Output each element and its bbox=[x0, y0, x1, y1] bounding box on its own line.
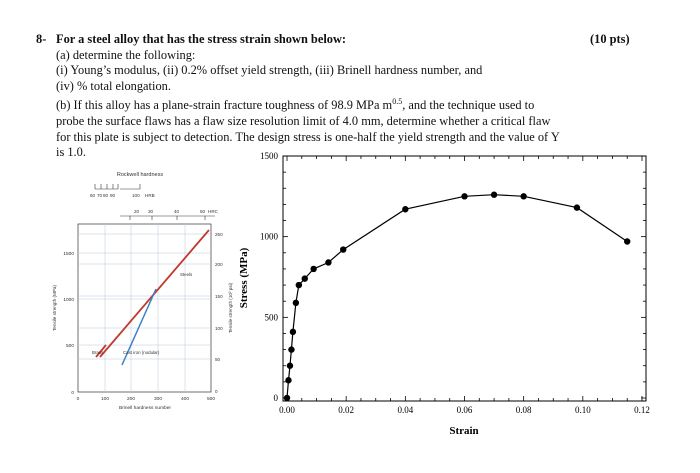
x-tick-label-5: 0.10 bbox=[574, 405, 591, 415]
right-y-tick-50: 50 bbox=[215, 357, 221, 362]
stress-strain-curve bbox=[287, 195, 627, 398]
stress-strain-plot-frame bbox=[283, 156, 646, 401]
stress-strain-tick-labels bbox=[260, 151, 650, 415]
hrb-tick-100: 100 bbox=[132, 193, 140, 198]
data-point bbox=[287, 363, 293, 369]
hrb-tick-60: 60 bbox=[90, 193, 96, 198]
left-y-tick-1500: 1500 bbox=[63, 252, 74, 257]
hrc-tick-40: 40 bbox=[174, 209, 180, 214]
hrc-tick-20: 20 bbox=[134, 209, 140, 214]
x-tick-label-2: 0.04 bbox=[397, 405, 414, 415]
y-tick-label-3: 1500 bbox=[260, 151, 278, 161]
data-point bbox=[402, 206, 408, 212]
part-b-line-2: probe the surface flaws has a flaw size resolution limit of 4.0 mm, determine whether a critical flaw bbox=[56, 114, 551, 129]
x-tick-500: 500 bbox=[206, 397, 216, 402]
data-point bbox=[285, 377, 291, 383]
hardness-chart bbox=[52, 172, 233, 411]
y-tick-label-2: 1000 bbox=[260, 231, 278, 242]
right-y-tick-0: 0 bbox=[215, 389, 218, 394]
hardness-plot-frame bbox=[78, 224, 211, 392]
data-point bbox=[461, 193, 467, 199]
x-tick-label-0: 0.00 bbox=[279, 405, 295, 415]
x-tick-label-4: 0.08 bbox=[515, 405, 532, 415]
cast-iron-label: Cast iron (nodular) bbox=[123, 350, 160, 355]
stress-strain-chart bbox=[238, 151, 650, 437]
part-b-line-4: is 1.0. bbox=[56, 145, 86, 160]
right-y-label: Tensile strength (10³ psi) bbox=[228, 282, 233, 334]
data-point bbox=[325, 259, 331, 265]
stress-strain-ticks bbox=[283, 156, 646, 401]
x-tick-label-6: 0.12 bbox=[634, 405, 650, 415]
data-point bbox=[288, 346, 294, 352]
question-heading: For a steel alloy that has the stress strain shown below: bbox=[56, 32, 347, 46]
data-point bbox=[491, 192, 497, 198]
data-point bbox=[290, 329, 296, 335]
part-b-line-1: (b) If this alloy has a plane-strain fracture toughness of 98.9 MPa $m^{0.5}$, and the technique used to bbox=[56, 97, 535, 113]
left-y-tick-500: 500 bbox=[65, 344, 74, 349]
y-tick-label-1: 500 bbox=[264, 312, 278, 323]
data-point bbox=[340, 246, 346, 252]
part-b-line-3: for this plate is subject to detection. The design stress is one-half the yield strength and the value of Y bbox=[56, 129, 560, 144]
x-tick-400: 400 bbox=[180, 397, 190, 402]
hrb-unit: HRB bbox=[145, 193, 155, 198]
data-point bbox=[296, 282, 302, 288]
data-point bbox=[574, 204, 580, 210]
hrc-unit: HRC bbox=[208, 209, 218, 214]
hrc-tick-50: 50 bbox=[200, 209, 206, 214]
y-tick-label-0: 0 bbox=[273, 393, 278, 403]
left-y-label: Tensile strength (MPa) bbox=[52, 285, 57, 331]
left-y-tick-1000: 1000 bbox=[63, 298, 74, 303]
x-tick-300: 300 bbox=[153, 397, 163, 402]
hrb-tick-90: 90 bbox=[110, 193, 116, 198]
part-a-item-iv: (iv) % total elongation. bbox=[56, 78, 171, 93]
rockwell-title: Rockwell hardness bbox=[116, 172, 164, 178]
data-point bbox=[293, 300, 299, 306]
x-tick-100: 100 bbox=[100, 397, 110, 402]
y-axis-title: Stress (MPa) bbox=[238, 247, 250, 309]
x-tick-200: 200 bbox=[126, 397, 136, 402]
part-a-line: (a) determine the following: bbox=[56, 47, 196, 62]
hrb-tick-80: 80 bbox=[103, 193, 109, 198]
data-point bbox=[520, 193, 526, 199]
data-point bbox=[310, 266, 316, 272]
hrc-tick-30: 30 bbox=[148, 209, 154, 214]
exponent: 0.5 bbox=[392, 97, 403, 107]
right-y-tick-100: 100 bbox=[215, 326, 223, 331]
x-axis-title: Strain bbox=[449, 425, 479, 437]
right-y-tick-150: 150 bbox=[215, 294, 223, 299]
steels-label: Steels bbox=[180, 272, 193, 277]
brass-label: Brass bbox=[92, 350, 104, 355]
stress-strain-points bbox=[284, 192, 631, 402]
right-y-tick-200: 200 bbox=[215, 262, 223, 267]
hrb-tick-70: 70 bbox=[97, 193, 103, 198]
data-point bbox=[624, 238, 630, 244]
part-a-items-line: (i) Young’s modulus, (ii) 0.2% offset yield strength, (iii) Brinell hardness number, and bbox=[56, 63, 483, 78]
data-point bbox=[284, 395, 290, 401]
x-tick-label-3: 0.06 bbox=[456, 405, 473, 415]
left-y-tick-0: 0 bbox=[71, 391, 74, 396]
question-number: 8- bbox=[36, 32, 47, 46]
question-points: (10 pts) bbox=[590, 32, 630, 46]
x-tick-0: 0 bbox=[76, 397, 80, 402]
hardness-x-label: Brinell hardness number bbox=[119, 406, 171, 411]
x-tick-label-1: 0.02 bbox=[338, 405, 355, 415]
data-point bbox=[302, 275, 308, 281]
right-y-tick-250: 250 bbox=[215, 232, 223, 237]
